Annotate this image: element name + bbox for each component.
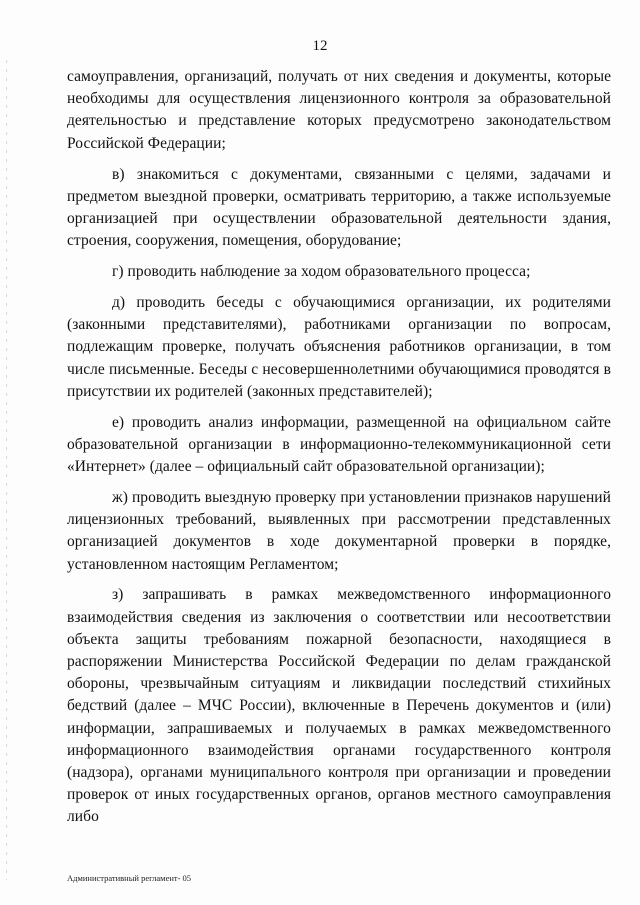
document-body xyxy=(67,66,611,837)
paragraph-item-e: е) проводить анализ информации, размещенной на официальном сайте образовательной организации в информационно-телекоммуникационной сети «Интернет» (далее – официальный сайт образовательной организации); xyxy=(67,413,611,475)
footer-label: Административный регламент- 05 xyxy=(67,873,192,883)
scan-binding-edge xyxy=(6,60,7,880)
paragraph-item-g: г) проводить наблюдение за ходом образовательного процесса; xyxy=(112,263,531,280)
paragraph-item-v: в) знакомиться с документами, связанными с целями, задачами и предметом выездной проверки, осматривать территорию, а также используемые организацией при осуществлении образовательной деятельности здания, строения, сооружения, помещения, оборудование; xyxy=(67,165,611,250)
paragraph-continuation: самоуправления, организаций, получать от них сведения и документы, которые необходимы для осуществления лицензионного контроля за образовательной деятельностью и представление которых предусмотрено законодательством Российской Федерации; xyxy=(67,68,611,152)
page-number: 12 xyxy=(312,38,328,54)
paragraph-item-z: з) запрашивать в рамках межведомственного информационного взаимодействия сведения из заключения о соответствии или несоответствии объекта защиты требованиям пожарной безопасности, находящиеся в распоряжении Министерства Российской Федерации по делам гражданской обороны, чрезвычайным ситуациям и ликвидации последствий стихийных бедствий (далее – МЧС России), включенные в Перечень документов и (или) информации, запрашиваемых и получаемых в рамках межведомственного информационного взаимодействия органами государственного контроля (надзора), органами муниципального контроля при организации и проведении проверок от иных государственных органов, органов местного самоуправления либо xyxy=(67,586,611,826)
paragraph-item-d: д) проводить беседы с обучающимися организации, их родителями (законными представителями), работниками организации по вопросам, подлежащим проверке, получать объяснения работников организации, в том числе письменные. Беседы с несовершеннолетними обучающимися проводятся в присутствии их родителей (законных представителей); xyxy=(67,293,611,400)
paragraph-item-zh: ж) проводить выездную проверку при установлении признаков нарушений лицензионных требований, выявленных при рассмотрении представленных организацией документов в ходе документарной проверки в порядке, установленном настоящим Регламентом; xyxy=(67,488,611,573)
